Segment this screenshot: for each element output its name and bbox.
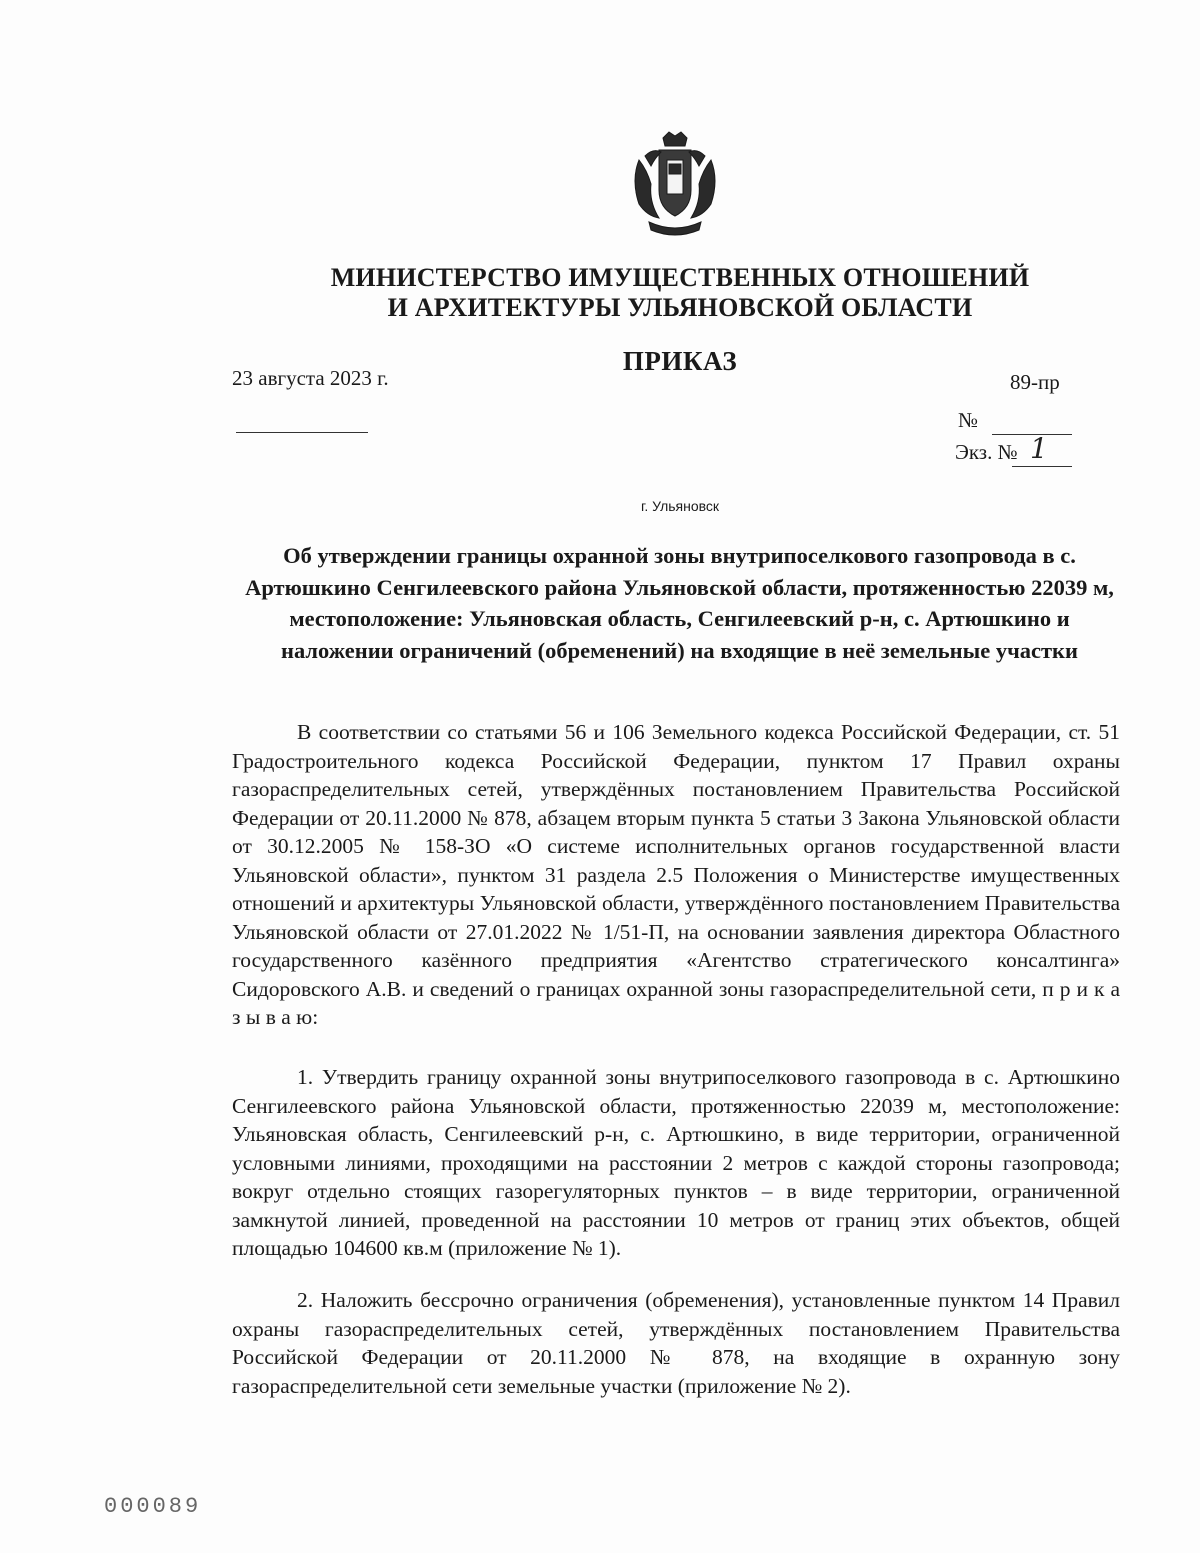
preamble-paragraph: В соответствии со статьями 56 и 106 Земельного кодекса Российской Федерации, ст. 51 Градостроительного кодекса Российской Федерации, пунктом 17 Правил охраны газораспределительных сетей, утверждённых постановлением Правительства Российской Федерации от 20.11.2000 № 878, абзацем вторым пункта 5 статьи 3 Закона Ульяновской области от 30.12.2005 № 158-ЗО «О системе исполнительных органов государственной власти Ульяновской области», пунктом 31 раздела 2.5 Положения о Министерстве имущественных отношений и архитектуры Ульяновской области, утверждённого постановлением Правительства Ульяновской области от 27.01.2022 № 1/51-П, на основании заявления директора Областного государственного казённого предприятия «Агентство стратегического консалтинга» Сидоровского А.В. и сведений о границах охранной зоны газораспределительной сети, п р и к а з ы в а ю: [232, 720, 1120, 1029]
copy-number-handwritten: 1 [1030, 432, 1048, 465]
order-item-2: 2. Наложить бессрочно ограничения (обременения), установленные пунктом 14 Правил охраны газораспределительных сетей, утверждённых постановлением Правительства Российской Федерации от 20.11.2000 № 878, на входящие в охранную зону газораспределительной сети земельные участки (приложение № 2). [232, 1288, 1120, 1398]
number-label: № [958, 408, 979, 432]
document-type-title: ПРИКАЗ [622, 346, 738, 376]
document-serial-code: 000089 [104, 1494, 202, 1519]
copy-label: Экз. № [955, 440, 1018, 464]
date-underline [236, 432, 368, 433]
order-number: 89-пр [1010, 370, 1060, 394]
order-date: 23 августа 2023 г. [232, 366, 389, 390]
ministry-name-line1: МИНИСТЕРСТВО ИМУЩЕСТВЕННЫХ ОТНОШЕНИЙ [330, 263, 1030, 292]
city-name: г. Ульяновск [640, 498, 720, 514]
copy-underline [1012, 466, 1072, 467]
ministry-name-line2: И АРХИТЕКТУРЫ УЛЬЯНОВСКОЙ ОБЛАСТИ [387, 293, 973, 322]
order-subject-title: Об утверждении границы охранной зоны внутрипоселкового газопровода в с. Артюшкино Сенгилеевского района Ульяновской области, протяженностью 22039 м, местоположение: Ульяновская область, Сенгилеевский р-н, с. Артюшкино и наложении ограничений (обременений) на входящие в неё земельные участки [245, 543, 1114, 663]
coat-of-arms-icon [625, 130, 725, 240]
order-item-1: 1. Утвердить границу охранной зоны внутрипоселкового газопровода в с. Артюшкино Сенгилеевского района Ульяновской области, протяженностью 22039 м, местоположение: Ульяновская область, Сенгилеевский р-н, с. Артюшкино, в виде территории, ограниченной условными линиями, проходящими на расстоянии 2 метров с каждой стороны газопровода; вокруг отдельно стоящих газорегуляторных пунктов – в виде территории, ограниченной замкнутой линией, проведенной на расстоянии 10 метров от границ этих объектов, общей площадью 104600 кв.м (приложение № 1). [232, 1065, 1120, 1260]
